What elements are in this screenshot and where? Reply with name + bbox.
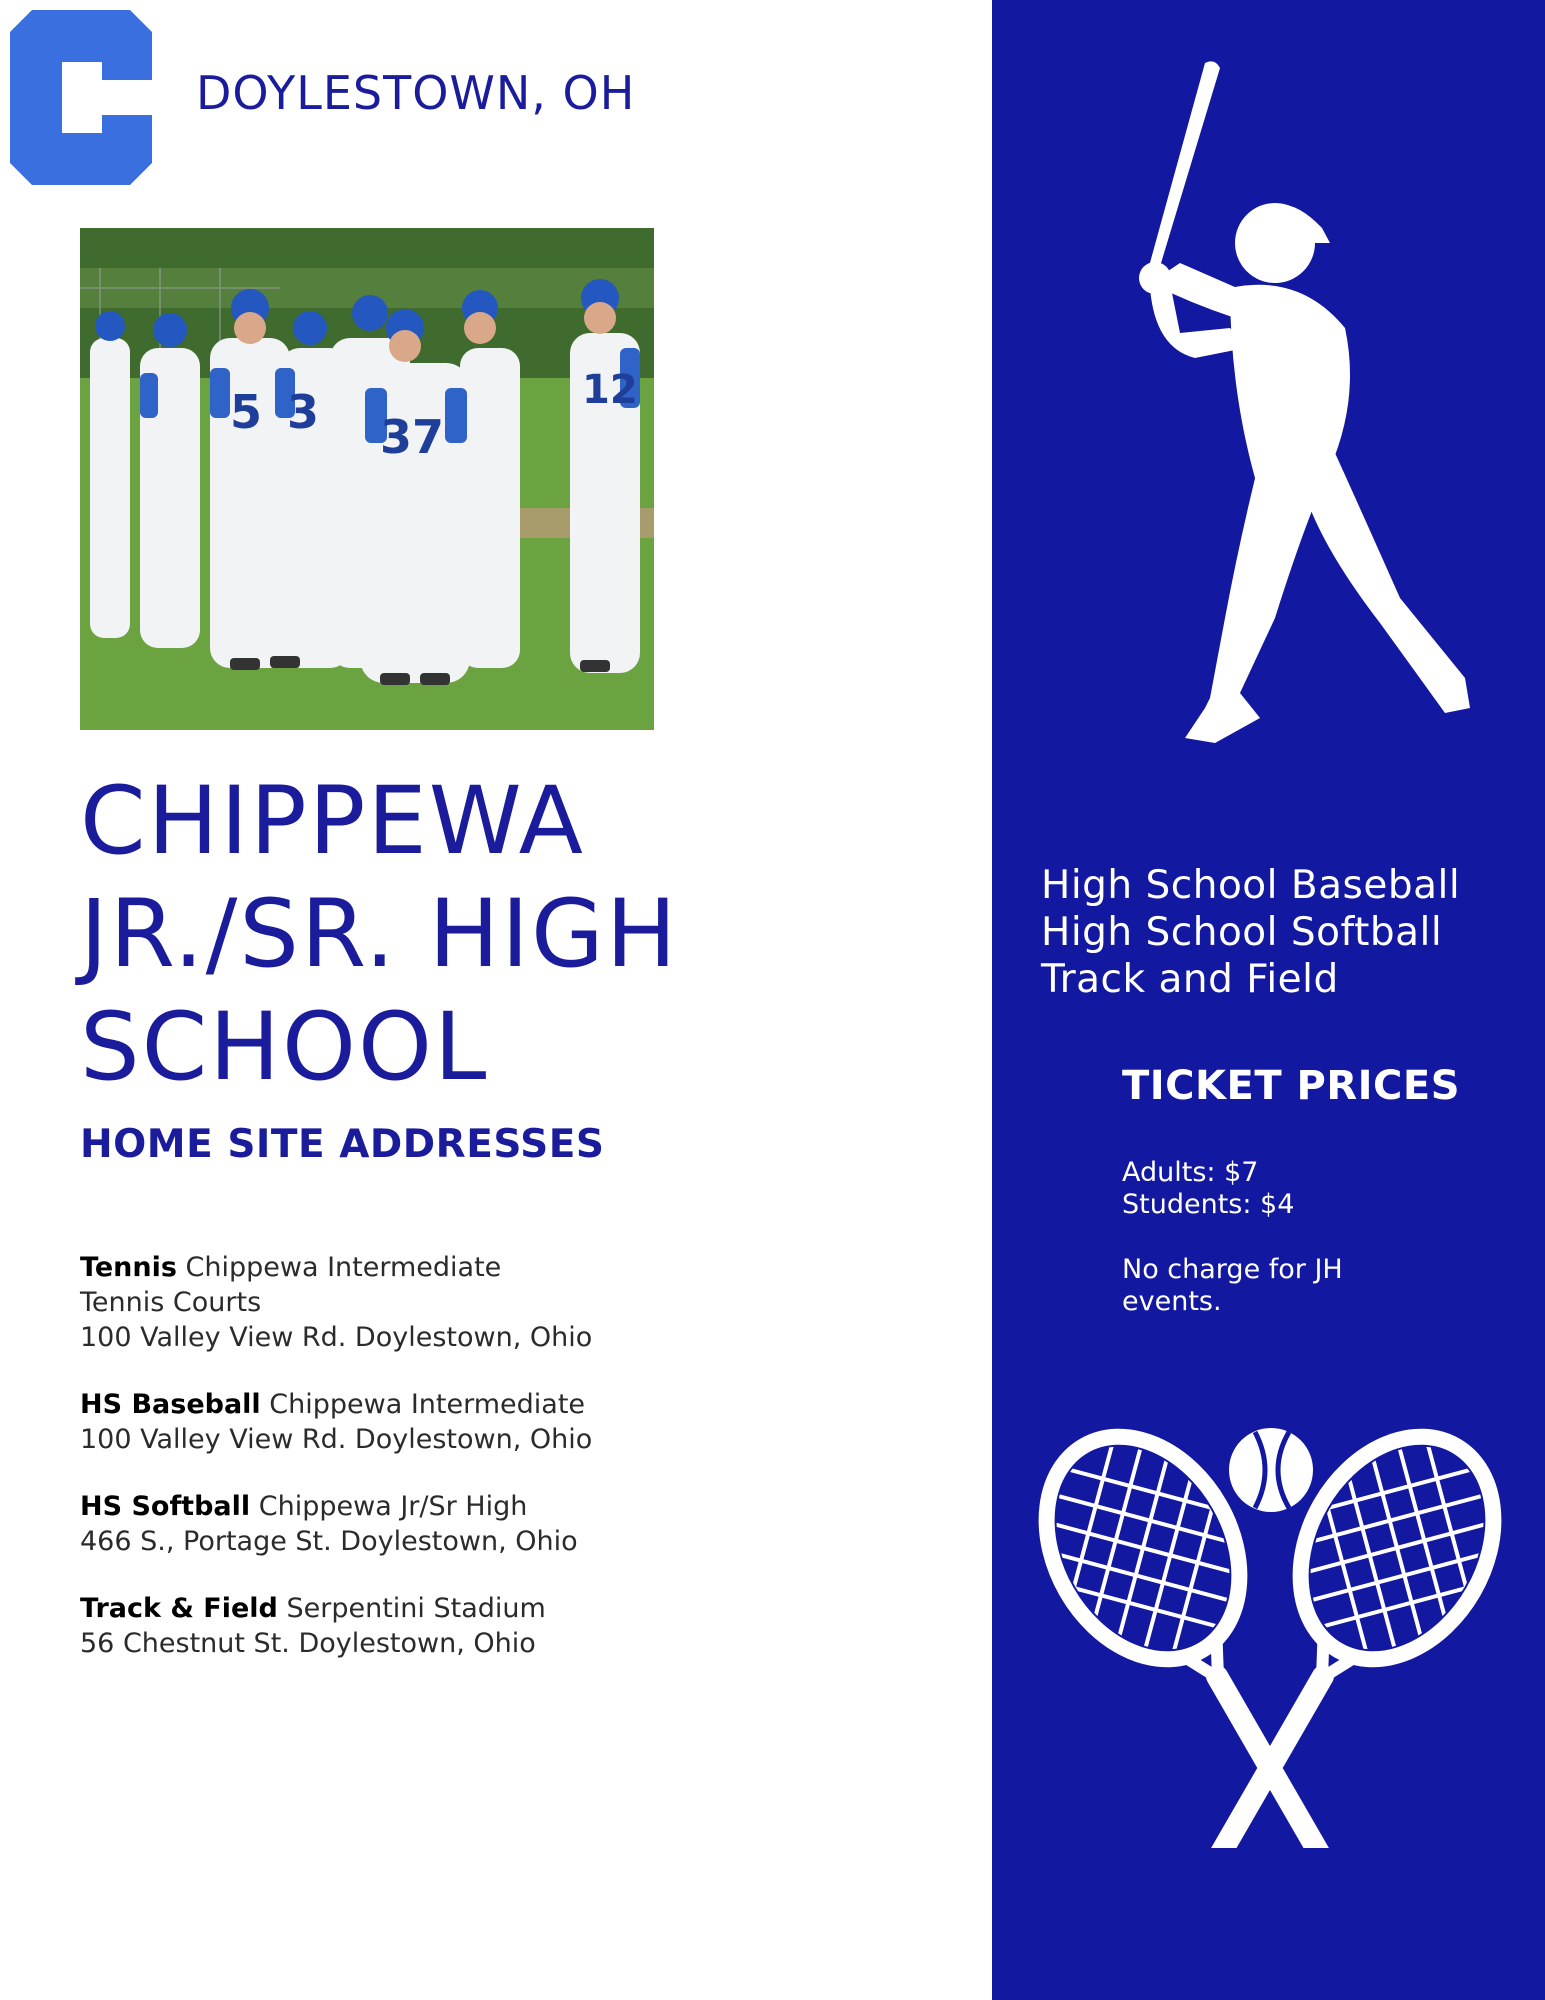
city-label: DOYLESTOWN, OH [196, 66, 636, 120]
address-street: 466 S., Portage St. Doylestown, Ohio [80, 1526, 578, 1557]
address-venue: Chippewa Jr/Sr High [258, 1491, 528, 1522]
address-item-baseball [80, 1387, 960, 1457]
jersey-number: 5 [230, 385, 263, 439]
price-adults: Adults: $7 [1122, 1157, 1259, 1188]
crossed-tennis-rackets-icon [1005, 1418, 1535, 1848]
address-street: 56 Chestnut St. Doylestown, Ohio [80, 1628, 536, 1659]
address-street: 100 Valley View Rd. Doylestown, Ohio [80, 1322, 593, 1353]
school-title-line: CHIPPEWA [80, 767, 585, 876]
address-sport: Track & Field [80, 1593, 278, 1624]
sports-list [1041, 862, 1460, 1003]
jh-note-line: No charge for JH [1122, 1254, 1343, 1285]
address-venue: Serpentini Stadium [286, 1593, 546, 1624]
address-venue: Chippewa Intermediate [176, 1252, 502, 1283]
address-sport: HS Softball [80, 1491, 251, 1522]
address-sport: Tennis [80, 1252, 177, 1283]
team-photo [80, 228, 654, 730]
jh-note [1122, 1254, 1392, 1318]
address-street: 100 Valley View Rd. Doylestown, Ohio [80, 1424, 593, 1455]
ticket-prices-heading: TICKET PRICES [1122, 1063, 1461, 1109]
school-title-line: SCHOOL [80, 993, 489, 1102]
address-sport: HS Baseball [80, 1389, 261, 1420]
sport-item: High School Baseball [1041, 863, 1461, 908]
addresses-heading: HOME SITE ADDRESSES [80, 1122, 605, 1167]
baseball-batter-silhouette [1060, 58, 1490, 758]
address-item-tennis [80, 1250, 960, 1355]
jersey-number: 3 [287, 385, 320, 439]
address-item-track [80, 1591, 960, 1661]
jersey-number: 12 [582, 367, 638, 413]
address-list [80, 1250, 960, 1693]
sport-item: High School Softball [1041, 910, 1443, 955]
address-venue-cont: Tennis Courts [80, 1287, 262, 1318]
jh-note-line: events. [1122, 1286, 1222, 1317]
address-venue: Chippewa Intermediate [269, 1389, 586, 1420]
jersey-number: 37 [380, 410, 445, 464]
sport-item: Track and Field [1041, 957, 1339, 1002]
tennis-ball-icon [1229, 1428, 1313, 1512]
price-students: Students: $4 [1122, 1189, 1295, 1220]
block-c-logo [10, 10, 152, 185]
address-item-softball [80, 1489, 960, 1559]
school-title-line: JR./SR. HIGH [80, 880, 679, 989]
ticket-price-list [1122, 1157, 1294, 1221]
school-title [80, 765, 980, 1104]
